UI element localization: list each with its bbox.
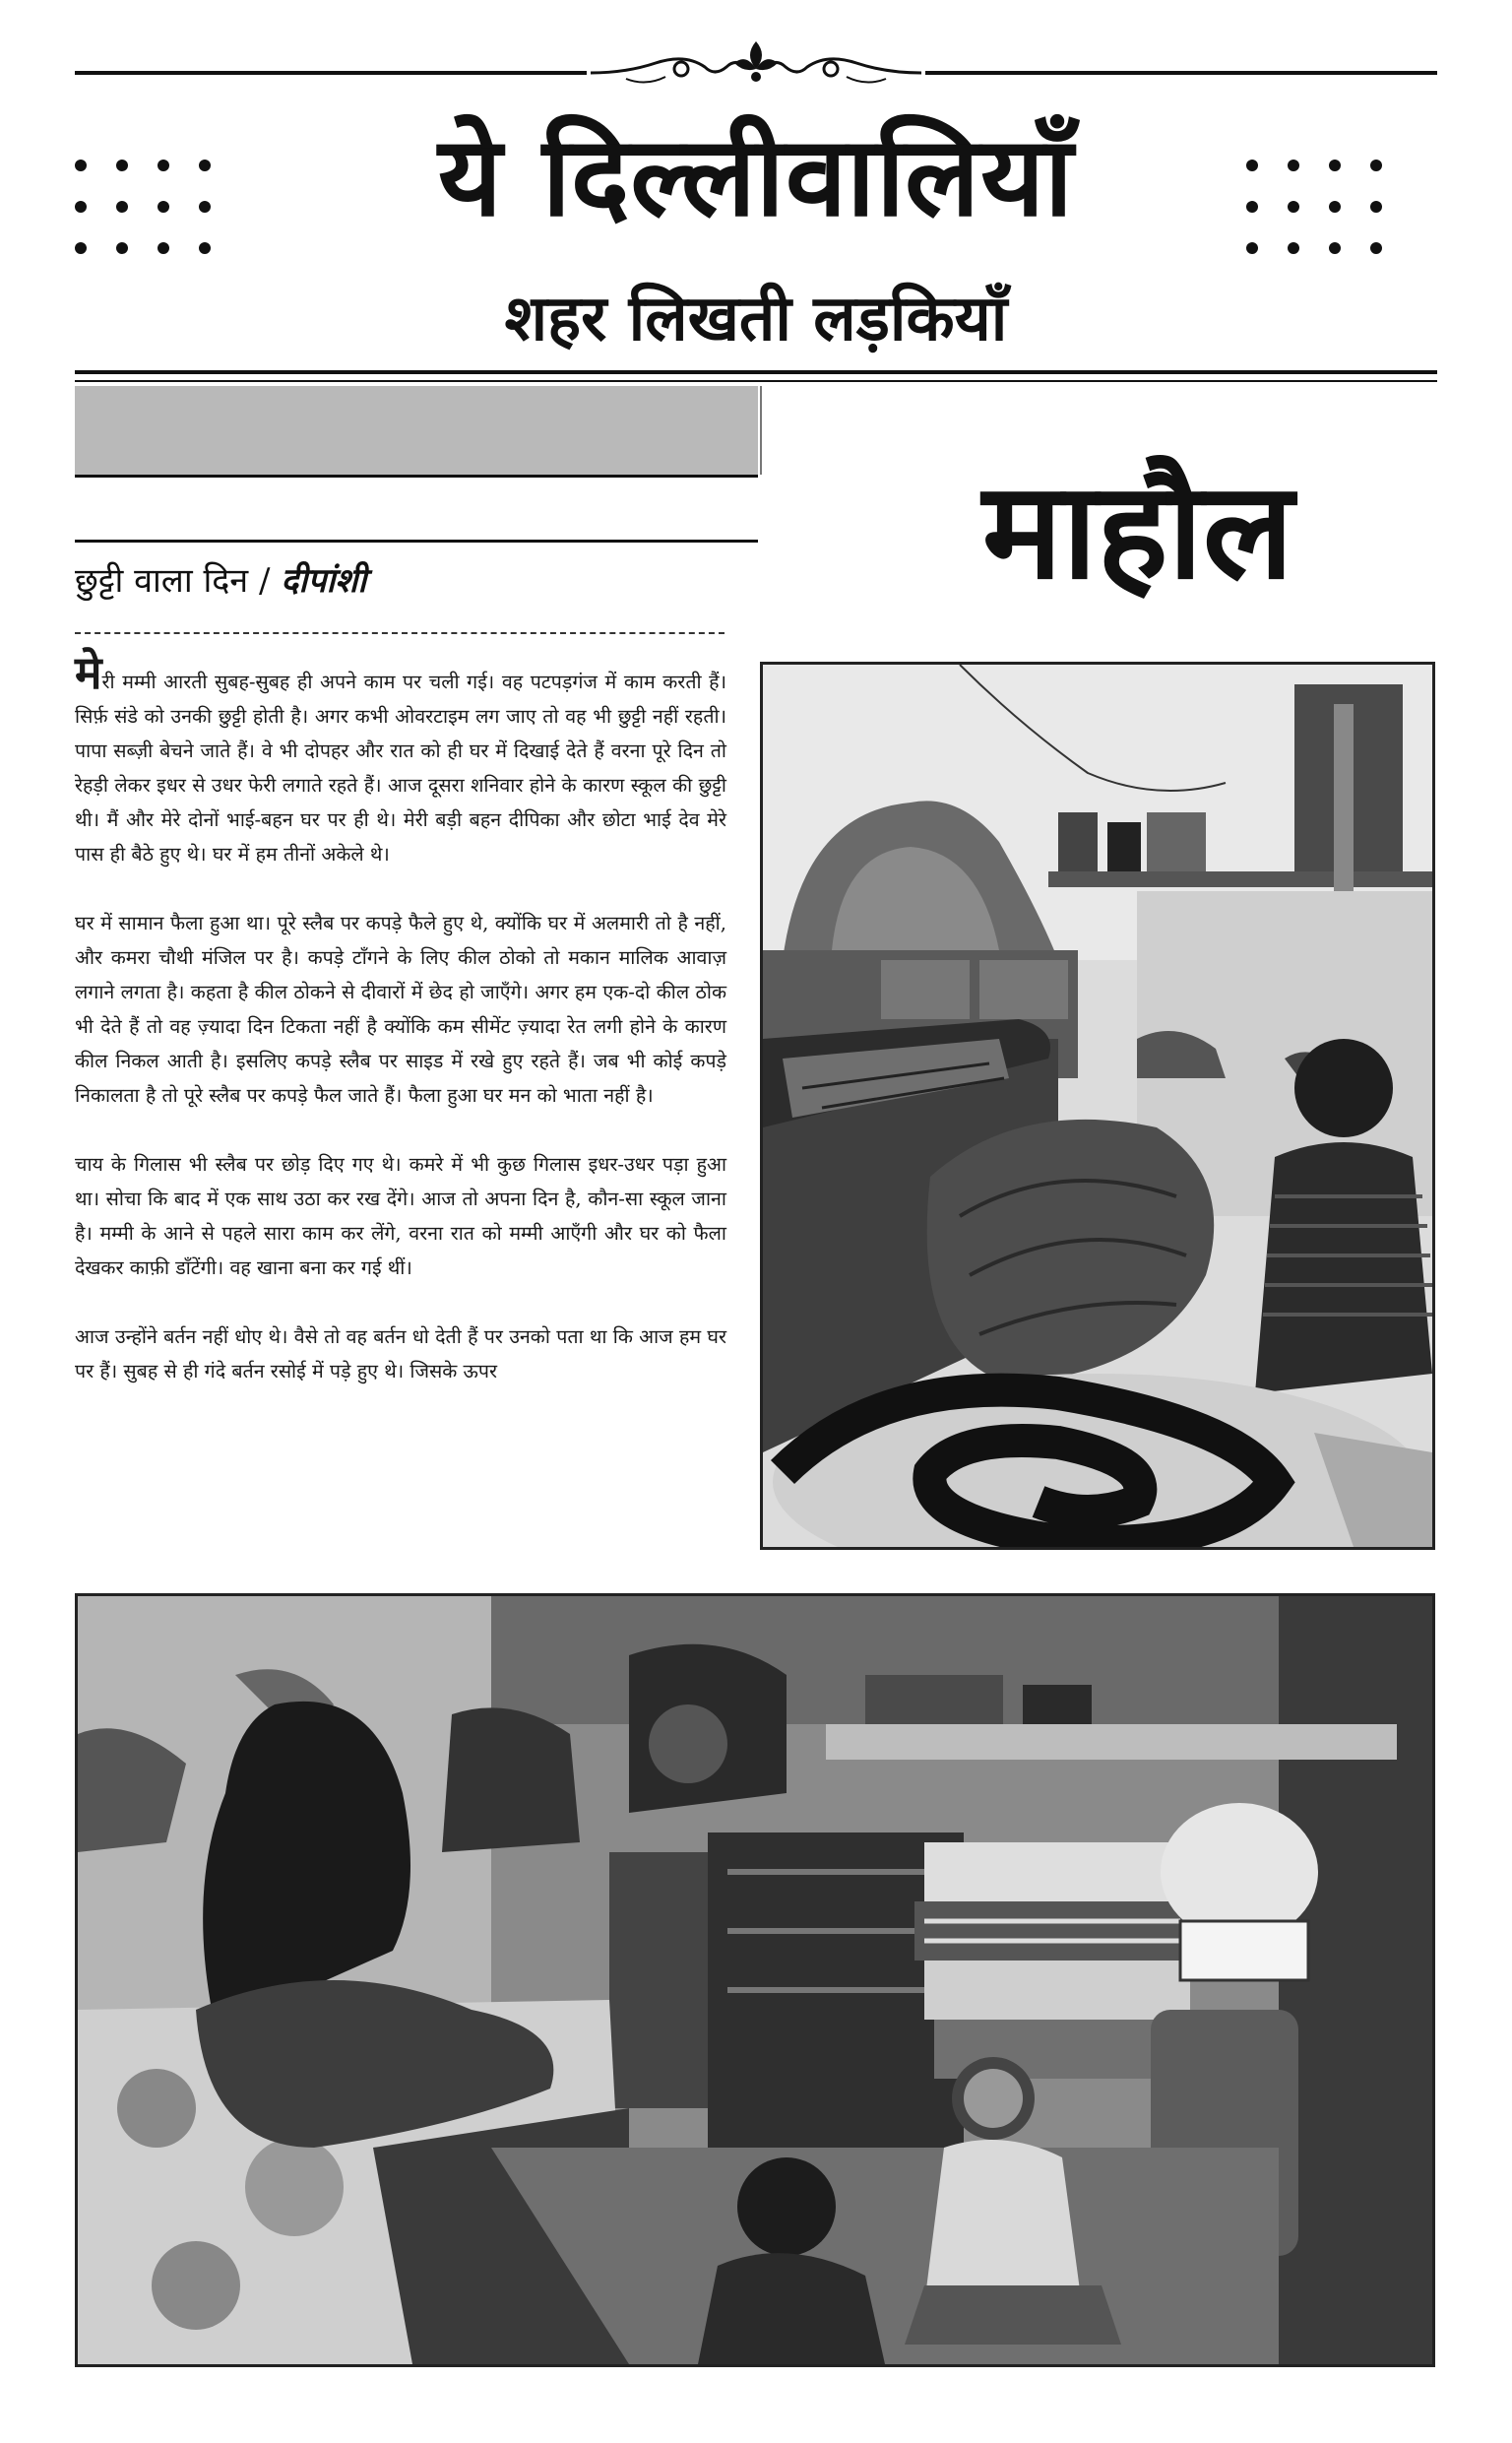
masthead-title: ये दिल्लीवालियाँ (437, 113, 1075, 241)
top-rule-left (75, 71, 587, 75)
article-body (75, 646, 726, 1423)
section-title: माहौल (981, 454, 1294, 610)
byline (75, 559, 366, 603)
photo-top-right (760, 662, 1435, 1550)
article-dropcap: मे (75, 646, 102, 699)
band-rule-divider (760, 386, 762, 475)
flourish-ornament-icon (587, 33, 925, 93)
article-paragraph-1 (75, 646, 726, 871)
byline-heading: छुट्टी वाला दिन (75, 561, 249, 601)
grey-band (75, 386, 758, 475)
article-paragraph-1-text: री मम्मी आरती सुबह-सुबह ही अपने काम पर चली गई। वह पटपड़गंज में काम करती हैं। सिर्फ़ संडे को उनकी छुट्टी होती है। अगर कभी ओवरटाइम लग जाए तो वह भी छुट्टी नहीं रहती। पापा सब्ज़ी बेचने जाते हैं। वे भी दोपहर और रात को ही घर में दिखाई देते हैं वरना पूरे दिन तो रेहड़ी लेकर इधर से उधर फेरी लगाते रहते हैं। आज दूसरा शनिवार होने के कारण स्कूल की छुट्टी थी। मैं और मेरे दोनों भाई-बहन घर पर ही थे। मेरी बड़ी बहन दीपिका और छोटा भाई देव मेरे पास ही बैठे हुए थे। घर में हम तीनों अकेले थे। (75, 671, 726, 866)
article-paragraph-3: चाय के गिलास भी स्लैब पर छोड़ दिए गए थे। कमरे में भी कुछ गिलास इधर-उधर पड़ा हुआ था। सोचा कि बाद में एक साथ उठा कर रख देंगे। आज तो अपना दिन है, कौन-सा स्कूल जाना है। मम्मी के आने से पहले सारा काम कर लेंगे, वरना रात को मम्मी आएँगी और घर को फैला देखकर काफ़ी डाँटेंगी। वह खाना बना कर गई थीं। (75, 1153, 726, 1279)
masthead-rule-thick (75, 370, 1437, 374)
masthead-subtitle: शहर लिखती लड़कियाँ (504, 283, 1008, 355)
article-paragraph-4: आज उन्होंने बर्तन नहीं धोए थे। वैसे तो वह बर्तन धो देती हैं पर उनको पता था कि आज हम घर पर हैं। सुबह से ही गंदे बर्तन रसोई में पड़े हुए थे। जिसके ऊपर (75, 1325, 726, 1382)
top-rule-right (925, 71, 1437, 75)
byline-author: दीपांशी (281, 561, 367, 601)
photo-bottom (75, 1593, 1435, 2367)
band-rule-bottom (75, 475, 758, 478)
article-paragraph-2: घर में सामान फैला हुआ था। पूरे स्लैब पर कपड़े फैले हुए थे, क्योंकि घर में अलमारी तो है नहीं, और कमरा चौथी मंजिल पर है। कपड़े टाँगने के लिए कील ठोको तो मकान मालिक आवाज़ लगाने लगता है। कहता है कील ठोकने से दीवारों में छेद हो जाएँगे। अगर हम एक-दो कील ठोक भी देते हैं तो वह ज़्यादा दिन टिकता नहीं है क्योंकि कम सीमेंट ज़्यादा रेत लगी होने के कारण कील निकल आती है। इसलिए कपड़े स्लैब पर साइड में रखे हुए रहते हैं। जब भी कोई कपड़े निकालता है तो पूरे स्लैब पर कपड़े फैल जाते हैं। फैला हुआ घर मन को भाता नहीं है। (75, 912, 726, 1107)
byline-separator: / (248, 561, 282, 601)
byline-rule-top (75, 540, 758, 543)
masthead-rule-thin (75, 380, 1437, 382)
byline-dashed-rule (75, 632, 724, 634)
